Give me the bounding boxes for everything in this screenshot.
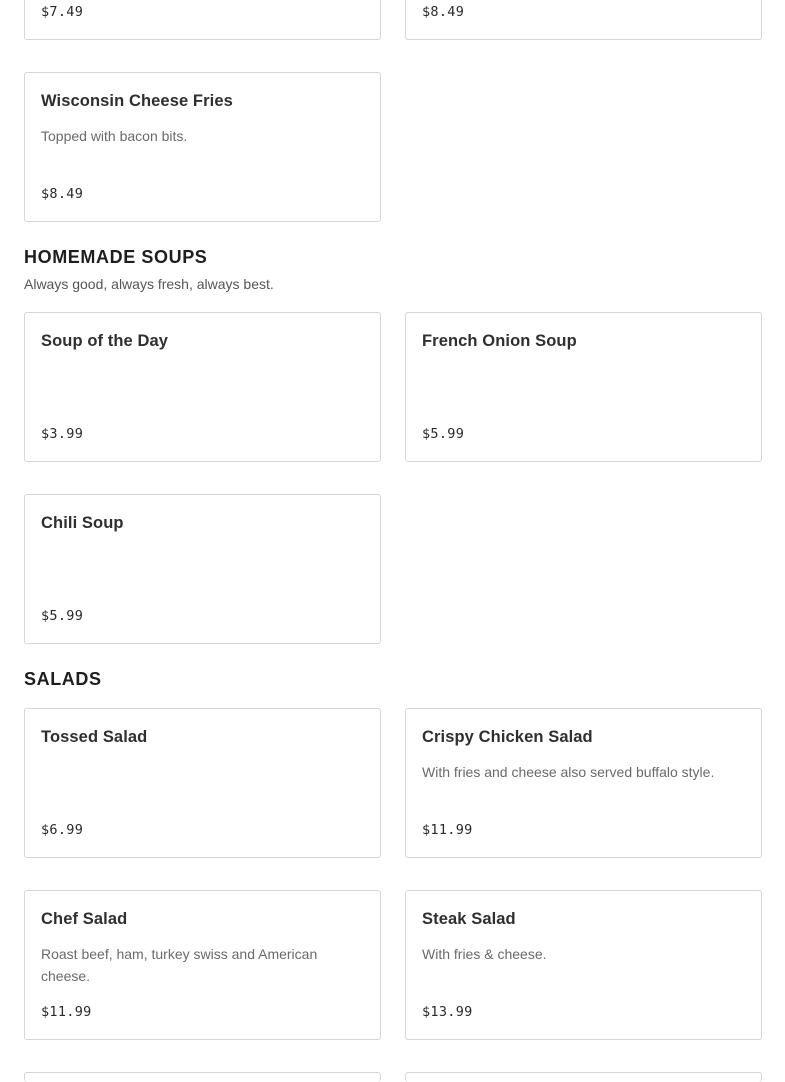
menu-item-card[interactable] bbox=[24, 708, 381, 858]
item-price: $7.49 bbox=[41, 4, 84, 20]
menu-item-card[interactable] bbox=[24, 312, 381, 462]
menu-item-card[interactable] bbox=[24, 494, 381, 644]
item-price: $13.99 bbox=[422, 1004, 473, 1020]
item-description: Roast beef, ham, turkey swiss and American cheese. bbox=[41, 946, 318, 984]
item-name: Crispy Chicken Salad bbox=[422, 728, 593, 746]
item-price: $6.99 bbox=[41, 822, 84, 838]
item-price: $8.49 bbox=[422, 4, 465, 20]
item-name: Tossed Salad bbox=[41, 728, 148, 746]
menu-item-card[interactable] bbox=[24, 72, 381, 222]
item-price: $11.99 bbox=[41, 1004, 92, 1020]
item-price: $5.99 bbox=[41, 608, 84, 624]
item-price: $8.49 bbox=[41, 186, 84, 202]
menu-item-card[interactable] bbox=[405, 312, 762, 462]
item-name: Wisconsin Cheese Fries bbox=[41, 92, 233, 110]
item-name: Steak Salad bbox=[422, 910, 516, 928]
menu-item-card[interactable] bbox=[405, 708, 762, 858]
item-description: With fries & cheese. bbox=[422, 946, 547, 962]
item-name: Soup of the Day bbox=[41, 332, 169, 350]
section-subtitle-soups: Always good, always fresh, always best. bbox=[24, 276, 274, 292]
section-title-soups: HOMEMADE SOUPS bbox=[24, 247, 208, 267]
item-price: $11.99 bbox=[422, 822, 473, 838]
item-name: French Onion Soup bbox=[422, 332, 577, 350]
item-price: $3.99 bbox=[41, 426, 84, 442]
menu-item-card[interactable] bbox=[405, 0, 762, 40]
menu-item-card[interactable] bbox=[24, 1072, 381, 1082]
menu-item-card[interactable] bbox=[405, 1072, 762, 1082]
section-title-salads: SALADS bbox=[24, 669, 102, 689]
item-name: Chili Soup bbox=[41, 514, 124, 532]
menu-item-card[interactable] bbox=[405, 890, 762, 1040]
item-price: $5.99 bbox=[422, 426, 465, 442]
menu-item-card[interactable] bbox=[24, 0, 381, 40]
item-description: Topped with bacon bits. bbox=[41, 128, 188, 144]
menu-item-card[interactable] bbox=[24, 890, 381, 1040]
item-description: With fries and cheese also served buffalo style. bbox=[422, 764, 715, 780]
item-name: Chef Salad bbox=[41, 910, 128, 928]
